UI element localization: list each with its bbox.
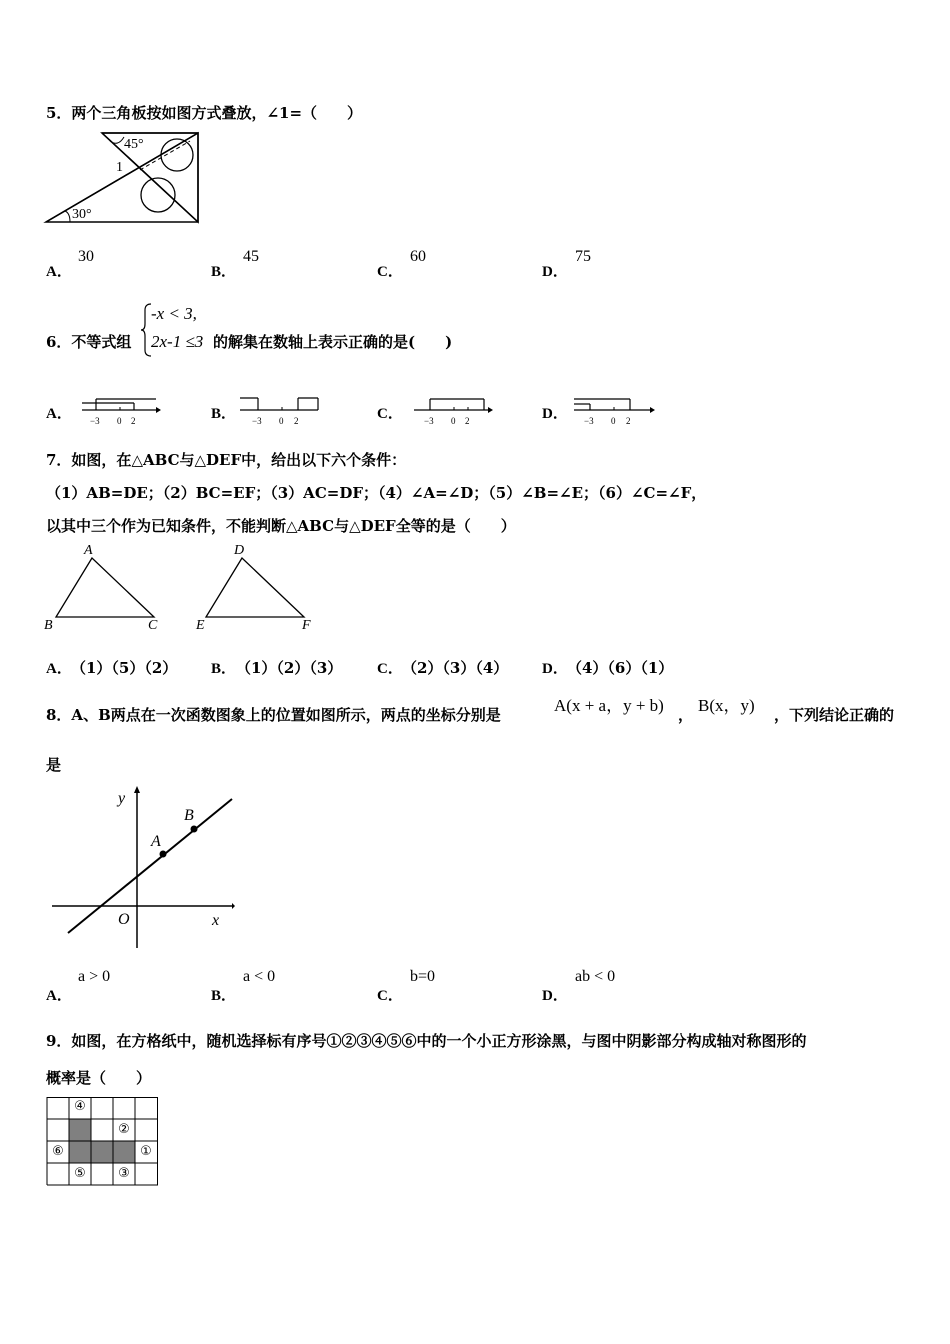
q6-option-c-letter[interactable]: C． [377, 406, 403, 422]
q8-option-c-value: b=0 [410, 968, 436, 985]
q6-prefix: 6．不等式组 [46, 333, 132, 351]
q5-option-a-letter[interactable]: A． [46, 264, 72, 280]
q9-cell-5[interactable]: ⑤ [74, 1166, 86, 1181]
q8-option-b-letter[interactable]: B． [211, 988, 237, 1004]
q5-stem: 5．两个三角板按如图方式叠放，∠1=（ ） [46, 104, 363, 122]
q9-shaded-cell [69, 1141, 91, 1163]
q6-option-b-numberline [238, 394, 322, 426]
q9-shaded-cell [91, 1141, 113, 1163]
q8-stem-c: 是 [46, 756, 62, 774]
q8-option-d-value: ab < 0 [575, 968, 616, 985]
q8-option-c-letter[interactable]: C． [377, 988, 403, 1004]
q6-option-a-numberline [80, 394, 162, 426]
q9-shaded-cell [113, 1141, 135, 1163]
q8-coord-a: A(x + a，y + b) [554, 696, 664, 715]
q6-a-tick-neg3: −3 [90, 416, 100, 426]
q9-cell-2[interactable]: ② [118, 1122, 130, 1137]
q7-option-d-value: （4）（6）（1） [567, 659, 674, 677]
q8-point-b-label: B [184, 807, 194, 824]
q7-option-b-letter[interactable]: B． [211, 661, 237, 677]
q9-shaded-cell [69, 1119, 91, 1141]
q8-stem-a: 8．A、B两点在一次函数图象上的位置如图所示，两点的坐标分别是 [46, 706, 501, 724]
q7-option-d-letter[interactable]: D． [542, 661, 568, 677]
q7-label-a: A [84, 543, 93, 558]
q9-stem-2: 概率是（ ） [46, 1069, 152, 1087]
q9-cell-4[interactable]: ④ [74, 1099, 86, 1114]
q6-inequality-2: 2x-1 ≤3 [151, 332, 204, 351]
q7-label-b: B [44, 618, 53, 633]
q7-label-c: C [148, 618, 158, 633]
q5-option-c-letter[interactable]: C． [377, 264, 403, 280]
q6-c-tick-neg3: −3 [424, 416, 434, 426]
q7-stem: 7．如图，在△ABC与△DEF中，给出以下六个条件： [46, 451, 407, 469]
q7-option-c-value: （2）（3）（4） [402, 659, 509, 677]
q5-option-c-value: 60 [410, 248, 426, 265]
q7-label-f: F [302, 618, 311, 633]
q6-option-c-numberline [412, 394, 494, 426]
q5-option-b-value: 45 [243, 248, 259, 265]
q8-option-a-letter[interactable]: A． [46, 988, 72, 1004]
q7-ask: 以其中三个作为已知条件，不能判断△ABC与△DEF全等的是（ ） [46, 517, 516, 535]
q5-option-d-value: 75 [575, 248, 591, 265]
q8-x-label: x [212, 912, 220, 929]
q5-angle-1-label: 1 [116, 160, 123, 175]
q8-origin-label: O [118, 911, 130, 928]
q7-triangles-figure [40, 540, 330, 635]
q9-cell-1[interactable]: ① [140, 1144, 152, 1159]
q8-graph-figure [50, 785, 235, 950]
q7-option-a-value: （1）（5）（2） [71, 659, 178, 677]
q7-option-b-value: （1）（2）（3） [236, 659, 343, 677]
q6-c-tick-2: 2 [465, 416, 470, 426]
q5-angle-30-label: 30° [72, 207, 92, 222]
q8-stem-b: ，下列结论正确的 [774, 706, 895, 724]
q6-inequality-1: -x < 3, [151, 304, 197, 323]
q5-option-b-letter[interactable]: B． [211, 264, 237, 280]
q6-d-tick-neg3: −3 [584, 416, 594, 426]
q6-d-tick-0: 0 [611, 416, 616, 426]
q5-angle-45-label: 45° [124, 137, 144, 152]
q6-d-tick-2: 2 [626, 416, 631, 426]
q6-b-tick-2: 2 [294, 416, 299, 426]
q5-triangle-figure [40, 125, 210, 230]
q9-stem: 9．如图，在方格纸中，随机选择标有序号①②③④⑤⑥中的一个小正方形涂黑，与图中阴影部分构成轴对称图形的 [46, 1032, 807, 1050]
q7-options [46, 657, 746, 679]
q7-conditions: （1）AB=DE；（2）BC=EF；（3）AC=DF；（4）∠A=∠D；（5）∠B=∠E；（6）∠C=∠F， [46, 484, 707, 502]
q8-coord-b: B(x，y) [698, 696, 755, 715]
q6-c-tick-0: 0 [451, 416, 456, 426]
q8-option-a-value: a > 0 [78, 968, 111, 985]
q7-option-a-letter[interactable]: A． [46, 661, 72, 677]
q9-cell-6[interactable]: ⑥ [52, 1144, 64, 1159]
q5-options [46, 248, 846, 278]
q9-grid [46, 1097, 161, 1188]
q6-a-tick-0: 0 [117, 416, 122, 426]
q5-option-d-letter[interactable]: D． [542, 264, 568, 280]
q8-option-b-value: a < 0 [243, 968, 276, 985]
q6-a-tick-2: 2 [131, 416, 136, 426]
q6-suffix: 的解集在数轴上表示正确的是( ) [213, 333, 453, 351]
q5-option-a-value: 30 [78, 248, 94, 265]
q6-option-a-letter[interactable]: A． [46, 406, 72, 422]
q6-option-d-numberline [572, 394, 656, 426]
q8-options [46, 968, 846, 1004]
q8-option-d-letter[interactable]: D． [542, 988, 568, 1004]
q8-separator: ， [678, 706, 694, 724]
q7-label-d: D [234, 543, 245, 558]
q6-b-tick-neg3: −3 [252, 416, 262, 426]
q9-cell-3[interactable]: ③ [118, 1166, 130, 1181]
q7-option-c-letter[interactable]: C． [377, 661, 403, 677]
q8-y-label: y [118, 790, 126, 807]
q6-b-tick-0: 0 [279, 416, 284, 426]
q6-option-b-letter[interactable]: B． [211, 406, 237, 422]
q6-option-d-letter[interactable]: D． [542, 406, 568, 422]
q8-point-a-label: A [151, 833, 161, 850]
q7-label-e: E [196, 618, 205, 633]
